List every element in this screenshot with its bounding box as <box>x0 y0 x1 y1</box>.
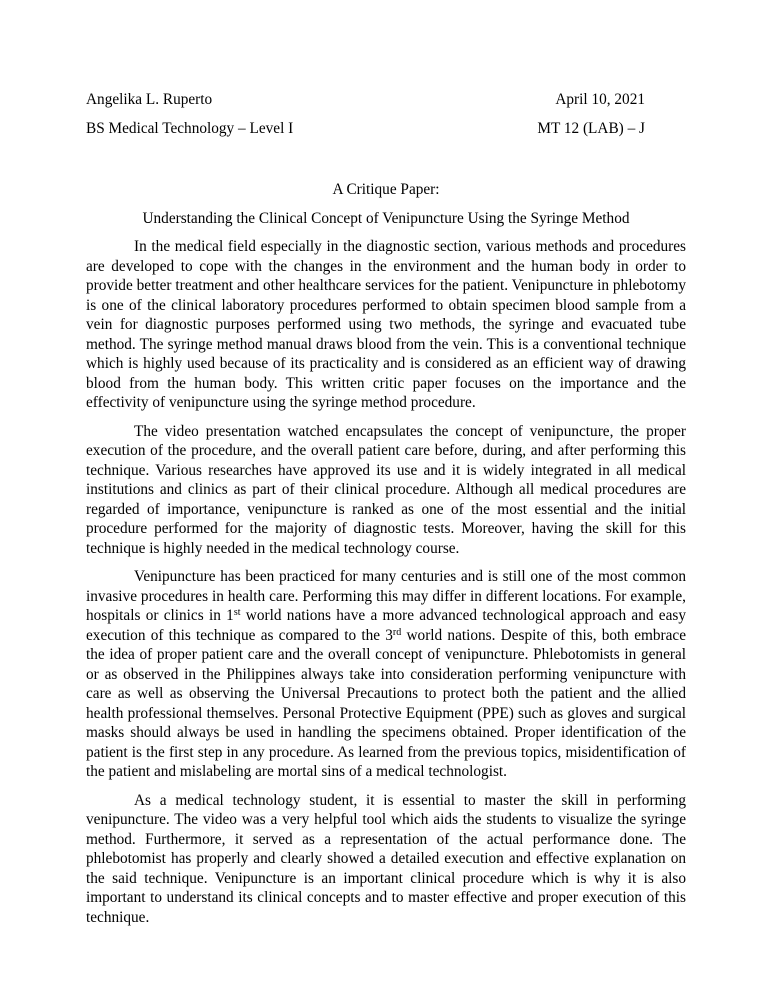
paragraph-2: The video presentation watched encapsulates the concept of venipuncture, the proper execution of the procedure, and the overall patient care before, during, and after performing this technique. Various researches have approved its use and it is widely integrated in all medical institutions and clinics as part of their clinical procedure. Although all medical procedures are regarded of importance, venipuncture is ranked as one of the most essential and the initial procedure performed for the majority of diagnostic tests. Moreover, having the skill for this technique is highly needed in the medical technology course. <box>86 422 686 557</box>
author-name: Angelika L. Ruperto <box>86 91 213 108</box>
document-body <box>86 237 686 936</box>
superscript-st: st <box>233 607 241 618</box>
superscript-rd: rd <box>392 626 402 638</box>
document-title: A Critique Paper: <box>332 181 440 198</box>
paragraph-3-part-c: world nations. Despite of this, both embrace the idea of proper patient care and the overall concept of venipuncture. Phlebotomists in general or as observed in the Philippines always take into consideration performing venipuncture with care as well as observing the Universal Precautions to protect both the patient and the allied health professional themselves. Personal Protective Equipment (PPE) such as gloves and surgical masks should always be used in handling the specimens obtained. Proper identification of the patient is the first step in any procedure. As learned from the previous topics, misidentification of the patient and mislabeling are mortal sins of a medical technologist. <box>86 626 686 780</box>
paragraph-1: In the medical field especially in the diagnostic section, various methods and procedures are developed to cope with the changes in the environment and the human body in order to provide better treatment and other healthcare services for the patient. Venipuncture in phlebotomy is one of the clinical laboratory procedures performed to obtain specimen blood sample from a vein for diagnostic purposes performed using two methods, the syringe and evacuated tube method. The syringe method manual draws blood from the vein. This is a conventional technique which is highly used because of its practicality and is considered as an efficient way of drawing blood from the human body. This written critic paper focuses on the importance and the effectivity of venipuncture using the syringe method procedure. <box>86 238 686 411</box>
header-row-1 <box>86 90 645 110</box>
paragraph-3 <box>86 567 686 782</box>
program-level: BS Medical Technology – Level I <box>86 120 294 137</box>
header-row-2 <box>86 119 645 139</box>
paragraph-3-part-a: Venipuncture has been practiced for many centuries and is still one of the most common invasive procedures in health care. Performing this may differ in different locations. For example, hospitals or clinics in 1 <box>86 568 686 624</box>
paragraph-3-part-b: world nations have a more advanced technological approach and easy execution of this technique as compared to the 3 <box>86 607 686 644</box>
document-date: April 10, 2021 <box>555 91 645 108</box>
course-code: MT 12 (LAB) – J <box>537 120 645 137</box>
paragraph-4: As a medical technology student, it is essential to master the skill in performing venipuncture. The video was a very helpful tool which aids the students to visualize the syringe method. Furthermore, it served as a representation of the actual performance done. The phlebotomist has properly and clearly showed a detailed execution and effective explanation on the said technique. Venipuncture is an important clinical procedure which is why it is also important to understand its clinical concepts and to master effective and proper execution of this technique. <box>86 791 686 926</box>
document-subtitle: Understanding the Clinical Concept of Venipuncture Using the Syringe Method <box>142 210 630 227</box>
